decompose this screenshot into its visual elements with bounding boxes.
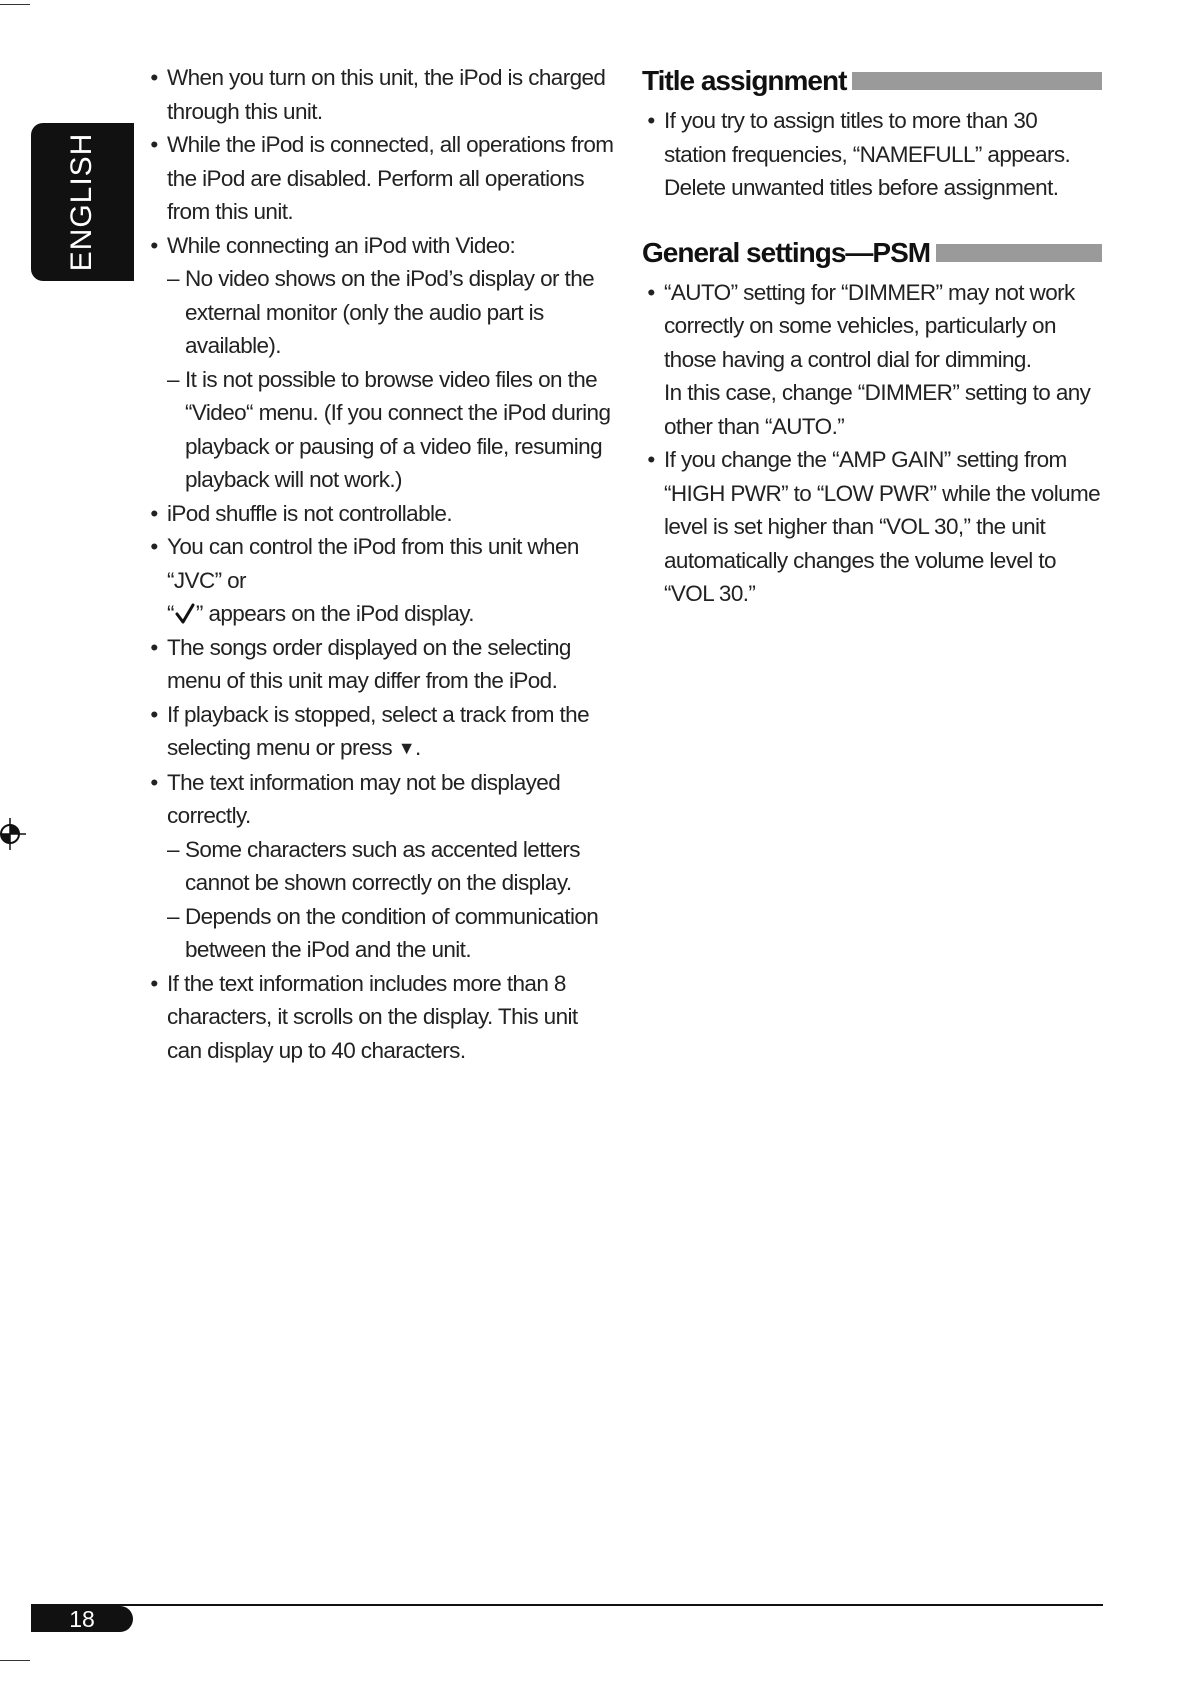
language-tab-label: ENGLISH <box>65 132 98 272</box>
right-column <box>642 61 1102 611</box>
list-item-text: If you change the “AMP GAIN” setting from “HIGH PWR” to “LOW PWR” while the volume level is set higher than “VOL 30,” the unit automatically changes the volume level to “VOL 30.” <box>664 447 1101 606</box>
crop-mark-top <box>0 4 30 5</box>
list-item <box>145 530 615 631</box>
list-item <box>642 276 1102 444</box>
sub-list-item <box>145 363 615 497</box>
sub-list-item-text: Some characters such as accented letters cannot be shown correctly on the display. <box>185 836 580 895</box>
registration-mark-icon <box>0 816 28 852</box>
list-item-text: If the text information includes more than 8 characters, it scrolls on the display. This unit can display up to 40 characters. <box>167 970 578 1063</box>
list-item-text: “AUTO” setting for “DIMMER” may not work correctly on some vehicles, particularly on those having a control dial for dimming. <box>664 279 1075 372</box>
sub-list-item <box>145 262 615 363</box>
list-item <box>642 104 1102 205</box>
open-quote: “ <box>167 601 174 626</box>
bullet-mark: • <box>647 279 655 305</box>
sub-list-item-text: Depends on the condition of communication between the iPod and the unit. <box>185 903 599 962</box>
down-triangle-icon: ▼ <box>397 738 415 758</box>
sub-list-item <box>145 900 615 967</box>
bullet-mark: • <box>647 108 655 133</box>
period: . <box>414 735 421 760</box>
page-number: 18 <box>31 1606 133 1632</box>
list-item <box>145 229 615 263</box>
section-heading <box>642 61 1102 101</box>
list-item-text: When you turn on this unit, the iPod is charged through this unit. <box>167 65 606 124</box>
dash-mark: – <box>167 903 179 929</box>
crop-mark-bottom <box>0 1660 30 1661</box>
footer-rule <box>31 1604 1103 1606</box>
list-item <box>145 631 615 698</box>
list-item-text: The text information may not be displayed correctly. <box>167 769 561 828</box>
heading-bar <box>936 244 1102 262</box>
list-item <box>642 443 1102 611</box>
bullet-mark: • <box>150 970 158 996</box>
bullet-mark: • <box>150 232 158 258</box>
sub-list-item <box>145 833 615 900</box>
list-item-text: While connecting an iPod with Video: <box>167 232 516 258</box>
list-item <box>145 497 615 531</box>
section-body <box>642 276 1102 611</box>
list-item <box>145 698 615 766</box>
section-title: General settings—PSM <box>642 236 931 268</box>
list-item-text: If playback is stopped, select a track from the selecting menu or press <box>167 701 590 760</box>
list-item <box>145 766 615 833</box>
list-item <box>145 128 615 229</box>
bullet-mark: • <box>647 447 655 472</box>
bullet-mark: • <box>150 634 158 660</box>
check-mark-icon <box>174 603 196 625</box>
bullet-mark: • <box>150 769 158 795</box>
list-item-text: The songs order displayed on the selecting menu of this unit may differ from the iPod. <box>167 634 571 693</box>
dash-mark: – <box>167 836 179 862</box>
list-item-text: iPod shuffle is not controllable. <box>167 500 452 526</box>
list-item-text: You can control the iPod from this unit when “JVC” or <box>167 534 579 593</box>
bullet-mark: • <box>150 132 158 157</box>
section-title: Title assignment <box>642 65 847 96</box>
left-column <box>145 61 615 1067</box>
sub-list-item-text: It is not possible to browse video files on the “Video“ menu. (If you connect the iPod during playback or pausing of a video file, resuming playback will not work.) <box>185 366 611 492</box>
bullet-mark: • <box>150 500 158 526</box>
check-line-text: ” appears on the iPod display. <box>195 601 474 626</box>
list-item <box>145 967 615 1068</box>
list-item-continuation: In this case, change “DIMMER” setting to any other than “AUTO.” <box>664 380 1091 439</box>
heading-bar <box>852 72 1102 90</box>
language-tab <box>31 123 134 281</box>
sub-list-item-text: No video shows on the iPod’s display or the external monitor (only the audio part is available). <box>185 266 595 358</box>
bullet-mark: • <box>150 534 158 559</box>
list-item <box>145 61 615 128</box>
list-item-text: If you try to assign titles to more than 30 station frequencies, “NAMEFULL” appears. Delete unwanted titles before assignment. <box>664 108 1071 200</box>
dash-mark: – <box>167 366 179 392</box>
section-body <box>642 104 1102 205</box>
list-item-text: While the iPod is connected, all operations from the iPod are disabled. Perform all operations from this unit. <box>167 132 614 224</box>
dash-mark: – <box>167 266 179 291</box>
section-heading <box>642 233 1102 273</box>
bullet-mark: • <box>150 701 158 727</box>
bullet-mark: • <box>150 65 158 90</box>
